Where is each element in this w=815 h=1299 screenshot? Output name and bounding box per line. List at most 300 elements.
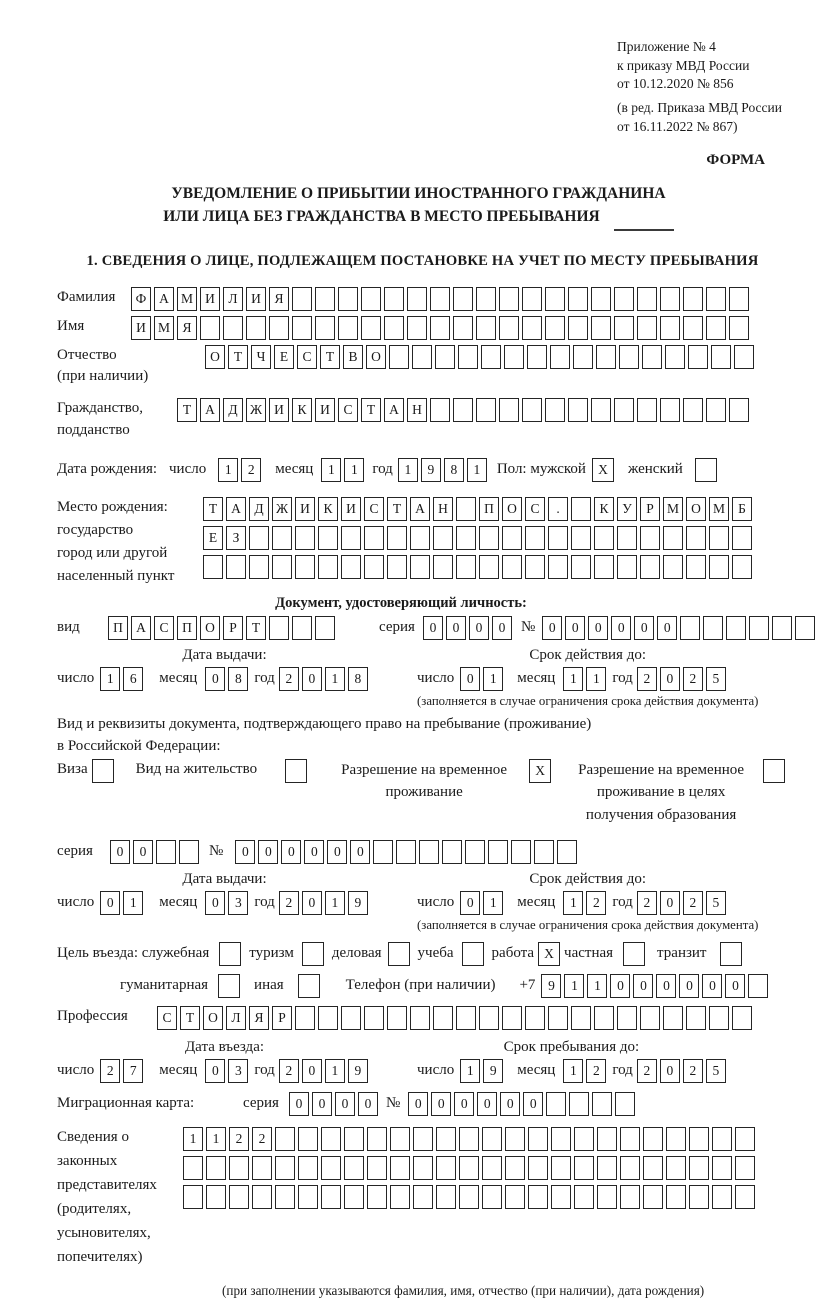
form-cell[interactable] <box>712 1185 732 1209</box>
form-cell[interactable]: 5 <box>706 1059 726 1083</box>
form-cell[interactable] <box>410 555 430 579</box>
form-cell[interactable] <box>482 1156 502 1180</box>
form-cell[interactable] <box>546 1092 566 1116</box>
form-cell[interactable] <box>249 526 269 550</box>
form-cell[interactable] <box>686 555 706 579</box>
form-cell[interactable] <box>637 316 657 340</box>
form-cell[interactable]: 2 <box>637 667 657 691</box>
form-cell[interactable] <box>706 398 726 422</box>
form-cell[interactable] <box>488 840 508 864</box>
form-cell[interactable]: 7 <box>123 1059 143 1083</box>
form-cell[interactable]: 1 <box>321 458 341 482</box>
form-cell[interactable] <box>706 316 726 340</box>
form-cell[interactable] <box>643 1156 663 1180</box>
form-cell[interactable]: О <box>686 497 706 521</box>
form-cell[interactable] <box>433 555 453 579</box>
form-cell[interactable]: Т <box>180 1006 200 1030</box>
form-cell[interactable]: 1 <box>586 667 606 691</box>
purpose-transit-checkbox[interactable] <box>720 942 742 966</box>
form-cell[interactable] <box>344 1156 364 1180</box>
form-cell[interactable]: С <box>154 616 174 640</box>
form-cell[interactable] <box>551 1156 571 1180</box>
form-cell[interactable] <box>436 1156 456 1180</box>
form-cell[interactable]: 0 <box>205 891 225 915</box>
form-cell[interactable] <box>389 345 409 369</box>
form-cell[interactable] <box>502 555 522 579</box>
form-cell[interactable]: К <box>318 497 338 521</box>
form-cell[interactable] <box>433 526 453 550</box>
sex-male-checkbox[interactable]: X <box>592 458 614 482</box>
form-cell[interactable]: П <box>177 616 197 640</box>
form-cell[interactable] <box>660 398 680 422</box>
form-cell[interactable] <box>620 1185 640 1209</box>
form-cell[interactable]: Р <box>640 497 660 521</box>
form-cell[interactable] <box>689 1185 709 1209</box>
form-cell[interactable] <box>729 316 749 340</box>
form-cell[interactable] <box>573 345 593 369</box>
form-cell[interactable] <box>433 1006 453 1030</box>
form-cell[interactable] <box>550 345 570 369</box>
form-cell[interactable] <box>229 1185 249 1209</box>
form-cell[interactable] <box>594 555 614 579</box>
form-cell[interactable] <box>712 1156 732 1180</box>
form-cell[interactable]: 0 <box>335 1092 355 1116</box>
form-cell[interactable] <box>481 345 501 369</box>
form-cell[interactable] <box>666 1185 686 1209</box>
form-cell[interactable] <box>476 287 496 311</box>
form-cell[interactable] <box>413 1127 433 1151</box>
form-cell[interactable] <box>364 555 384 579</box>
form-cell[interactable] <box>680 616 700 640</box>
purpose-private-checkbox[interactable] <box>623 942 645 966</box>
form-cell[interactable]: 1 <box>325 667 345 691</box>
form-cell[interactable] <box>686 526 706 550</box>
form-cell[interactable]: 0 <box>477 1092 497 1116</box>
form-cell[interactable] <box>597 1127 617 1151</box>
form-cell[interactable] <box>534 840 554 864</box>
form-cell[interactable] <box>663 555 683 579</box>
form-cell[interactable]: 1 <box>218 458 238 482</box>
form-cell[interactable] <box>591 316 611 340</box>
form-cell[interactable]: 1 <box>123 891 143 915</box>
form-cell[interactable] <box>732 526 752 550</box>
form-cell[interactable] <box>568 398 588 422</box>
form-cell[interactable] <box>318 526 338 550</box>
form-cell[interactable]: О <box>203 1006 223 1030</box>
form-cell[interactable]: 2 <box>229 1127 249 1151</box>
form-cell[interactable]: 2 <box>637 1059 657 1083</box>
purpose-work-checkbox[interactable]: X <box>538 942 560 966</box>
form-cell[interactable] <box>298 1156 318 1180</box>
form-cell[interactable] <box>734 345 754 369</box>
form-cell[interactable] <box>430 287 450 311</box>
form-cell[interactable]: 0 <box>205 667 225 691</box>
form-cell[interactable] <box>453 398 473 422</box>
form-cell[interactable] <box>643 1127 663 1151</box>
form-cell[interactable] <box>459 1156 479 1180</box>
form-cell[interactable]: О <box>502 497 522 521</box>
form-cell[interactable] <box>344 1185 364 1209</box>
form-cell[interactable] <box>315 616 335 640</box>
form-cell[interactable] <box>614 287 634 311</box>
form-cell[interactable] <box>735 1185 755 1209</box>
form-cell[interactable]: 0 <box>446 616 466 640</box>
form-cell[interactable] <box>458 345 478 369</box>
sex-female-checkbox[interactable] <box>695 458 717 482</box>
form-cell[interactable]: 0 <box>634 616 654 640</box>
form-cell[interactable] <box>479 1006 499 1030</box>
form-cell[interactable] <box>614 398 634 422</box>
form-cell[interactable] <box>156 840 176 864</box>
form-cell[interactable] <box>706 287 726 311</box>
form-cell[interactable]: 2 <box>279 891 299 915</box>
form-cell[interactable] <box>338 316 358 340</box>
form-cell[interactable] <box>640 526 660 550</box>
form-cell[interactable] <box>390 1185 410 1209</box>
form-cell[interactable] <box>499 287 519 311</box>
form-cell[interactable] <box>640 1006 660 1030</box>
form-cell[interactable]: 0 <box>304 840 324 864</box>
form-cell[interactable] <box>617 555 637 579</box>
form-cell[interactable]: Я <box>269 287 289 311</box>
form-cell[interactable] <box>574 1185 594 1209</box>
form-cell[interactable] <box>748 974 768 998</box>
form-cell[interactable] <box>226 555 246 579</box>
form-cell[interactable]: Б <box>732 497 752 521</box>
form-cell[interactable] <box>594 1006 614 1030</box>
form-cell[interactable]: Я <box>249 1006 269 1030</box>
form-cell[interactable] <box>571 1006 591 1030</box>
form-cell[interactable] <box>298 1127 318 1151</box>
form-cell[interactable] <box>527 345 547 369</box>
form-cell[interactable]: П <box>479 497 499 521</box>
form-cell[interactable] <box>709 526 729 550</box>
form-cell[interactable] <box>295 526 315 550</box>
form-cell[interactable]: 2 <box>683 891 703 915</box>
form-cell[interactable]: И <box>315 398 335 422</box>
form-cell[interactable]: М <box>663 497 683 521</box>
form-cell[interactable] <box>292 287 312 311</box>
form-cell[interactable]: . <box>548 497 568 521</box>
form-cell[interactable] <box>709 555 729 579</box>
form-cell[interactable]: 0 <box>660 1059 680 1083</box>
form-cell[interactable]: 3 <box>228 1059 248 1083</box>
form-cell[interactable] <box>272 526 292 550</box>
form-cell[interactable]: 1 <box>563 667 583 691</box>
form-cell[interactable] <box>548 526 568 550</box>
form-cell[interactable]: О <box>200 616 220 640</box>
form-cell[interactable] <box>735 1156 755 1180</box>
form-cell[interactable]: 0 <box>454 1092 474 1116</box>
form-cell[interactable] <box>341 555 361 579</box>
form-cell[interactable] <box>183 1156 203 1180</box>
form-cell[interactable] <box>479 526 499 550</box>
form-cell[interactable]: 0 <box>588 616 608 640</box>
form-cell[interactable] <box>574 1127 594 1151</box>
form-cell[interactable] <box>318 555 338 579</box>
form-cell[interactable] <box>528 1156 548 1180</box>
form-cell[interactable] <box>663 526 683 550</box>
form-cell[interactable]: 2 <box>241 458 261 482</box>
form-cell[interactable]: Т <box>177 398 197 422</box>
form-cell[interactable] <box>396 840 416 864</box>
form-cell[interactable]: 0 <box>408 1092 428 1116</box>
form-cell[interactable]: 2 <box>100 1059 120 1083</box>
form-cell[interactable] <box>200 316 220 340</box>
form-cell[interactable] <box>732 1006 752 1030</box>
form-cell[interactable] <box>666 1127 686 1151</box>
form-cell[interactable]: 1 <box>460 1059 480 1083</box>
form-cell[interactable] <box>275 1185 295 1209</box>
form-cell[interactable] <box>545 398 565 422</box>
form-cell[interactable] <box>688 345 708 369</box>
form-cell[interactable] <box>269 616 289 640</box>
form-cell[interactable] <box>246 316 266 340</box>
form-cell[interactable]: 9 <box>541 974 561 998</box>
form-cell[interactable] <box>712 1127 732 1151</box>
form-cell[interactable] <box>321 1185 341 1209</box>
form-cell[interactable] <box>548 555 568 579</box>
form-cell[interactable]: Л <box>223 287 243 311</box>
form-cell[interactable]: 0 <box>469 616 489 640</box>
form-cell[interactable]: 3 <box>228 891 248 915</box>
form-cell[interactable] <box>387 1006 407 1030</box>
form-cell[interactable] <box>591 398 611 422</box>
form-cell[interactable]: К <box>292 398 312 422</box>
form-cell[interactable]: 0 <box>656 974 676 998</box>
form-cell[interactable] <box>619 345 639 369</box>
form-cell[interactable]: Д <box>249 497 269 521</box>
form-cell[interactable]: М <box>154 316 174 340</box>
form-cell[interactable]: 0 <box>679 974 699 998</box>
form-cell[interactable]: 0 <box>302 1059 322 1083</box>
form-cell[interactable]: 1 <box>587 974 607 998</box>
form-cell[interactable] <box>749 616 769 640</box>
form-cell[interactable]: И <box>269 398 289 422</box>
form-cell[interactable]: Ф <box>131 287 151 311</box>
form-cell[interactable] <box>660 287 680 311</box>
form-cell[interactable] <box>729 287 749 311</box>
form-cell[interactable] <box>522 316 542 340</box>
form-cell[interactable]: 0 <box>289 1092 309 1116</box>
form-cell[interactable] <box>729 398 749 422</box>
form-cell[interactable] <box>459 1127 479 1151</box>
form-cell[interactable] <box>453 287 473 311</box>
form-cell[interactable]: 1 <box>483 667 503 691</box>
form-cell[interactable] <box>203 555 223 579</box>
form-cell[interactable] <box>574 1156 594 1180</box>
form-cell[interactable]: 0 <box>500 1092 520 1116</box>
form-cell[interactable] <box>482 1185 502 1209</box>
form-cell[interactable] <box>592 1092 612 1116</box>
form-cell[interactable]: О <box>366 345 386 369</box>
purpose-business-checkbox[interactable] <box>388 942 410 966</box>
form-cell[interactable]: Н <box>433 497 453 521</box>
form-cell[interactable]: Л <box>226 1006 246 1030</box>
form-cell[interactable]: 0 <box>610 974 630 998</box>
form-cell[interactable]: 9 <box>483 1059 503 1083</box>
form-cell[interactable]: С <box>297 345 317 369</box>
form-cell[interactable]: У <box>617 497 637 521</box>
form-cell[interactable] <box>430 316 450 340</box>
form-cell[interactable]: А <box>226 497 246 521</box>
form-cell[interactable]: М <box>177 287 197 311</box>
form-cell[interactable]: Т <box>203 497 223 521</box>
form-cell[interactable]: 0 <box>235 840 255 864</box>
temp-residence-edu-checkbox[interactable] <box>763 759 785 783</box>
form-cell[interactable] <box>525 1006 545 1030</box>
form-cell[interactable]: 0 <box>423 616 443 640</box>
form-cell[interactable] <box>597 1185 617 1209</box>
form-cell[interactable]: 0 <box>110 840 130 864</box>
form-cell[interactable]: 0 <box>312 1092 332 1116</box>
temp-residence-checkbox[interactable]: X <box>529 759 551 783</box>
form-cell[interactable]: 0 <box>660 891 680 915</box>
form-cell[interactable] <box>295 1006 315 1030</box>
form-cell[interactable]: Р <box>272 1006 292 1030</box>
form-cell[interactable]: 1 <box>206 1127 226 1151</box>
form-cell[interactable]: Ч <box>251 345 271 369</box>
form-cell[interactable] <box>660 316 680 340</box>
form-cell[interactable] <box>436 1127 456 1151</box>
residence-permit-checkbox[interactable] <box>285 759 307 783</box>
form-cell[interactable] <box>683 316 703 340</box>
form-cell[interactable]: 0 <box>302 891 322 915</box>
form-cell[interactable] <box>206 1156 226 1180</box>
form-cell[interactable] <box>387 526 407 550</box>
form-cell[interactable]: 0 <box>460 667 480 691</box>
form-cell[interactable] <box>568 316 588 340</box>
form-cell[interactable]: С <box>157 1006 177 1030</box>
form-cell[interactable]: Я <box>177 316 197 340</box>
form-cell[interactable]: Ж <box>272 497 292 521</box>
form-cell[interactable]: 1 <box>563 891 583 915</box>
form-cell[interactable] <box>419 840 439 864</box>
form-cell[interactable] <box>703 616 723 640</box>
form-cell[interactable] <box>568 287 588 311</box>
form-cell[interactable]: И <box>295 497 315 521</box>
form-cell[interactable] <box>292 316 312 340</box>
form-cell[interactable]: 0 <box>633 974 653 998</box>
form-cell[interactable] <box>617 1006 637 1030</box>
form-cell[interactable]: 5 <box>706 891 726 915</box>
form-cell[interactable] <box>637 287 657 311</box>
form-cell[interactable]: Е <box>203 526 223 550</box>
form-cell[interactable]: А <box>154 287 174 311</box>
form-cell[interactable]: 2 <box>586 1059 606 1083</box>
form-cell[interactable] <box>321 1156 341 1180</box>
form-cell[interactable] <box>407 316 427 340</box>
form-cell[interactable]: 2 <box>637 891 657 915</box>
form-cell[interactable]: 1 <box>344 458 364 482</box>
form-cell[interactable]: И <box>246 287 266 311</box>
form-cell[interactable] <box>315 316 335 340</box>
form-cell[interactable]: 0 <box>725 974 745 998</box>
form-cell[interactable] <box>223 316 243 340</box>
form-cell[interactable]: 1 <box>564 974 584 998</box>
form-cell[interactable]: 0 <box>542 616 562 640</box>
form-cell[interactable] <box>505 1127 525 1151</box>
form-cell[interactable]: 9 <box>348 1059 368 1083</box>
form-cell[interactable] <box>252 1185 272 1209</box>
form-cell[interactable] <box>206 1185 226 1209</box>
form-cell[interactable]: 0 <box>350 840 370 864</box>
form-cell[interactable]: С <box>525 497 545 521</box>
form-cell[interactable]: 2 <box>252 1127 272 1151</box>
form-cell[interactable]: 1 <box>483 891 503 915</box>
form-cell[interactable]: 2 <box>586 891 606 915</box>
form-cell[interactable]: 9 <box>348 891 368 915</box>
form-cell[interactable] <box>557 840 577 864</box>
form-cell[interactable]: О <box>205 345 225 369</box>
form-cell[interactable] <box>482 1127 502 1151</box>
form-cell[interactable] <box>269 316 289 340</box>
form-cell[interactable]: 1 <box>398 458 418 482</box>
form-cell[interactable] <box>367 1185 387 1209</box>
form-cell[interactable]: А <box>200 398 220 422</box>
form-cell[interactable] <box>643 1185 663 1209</box>
purpose-humanitarian-checkbox[interactable] <box>218 974 240 998</box>
form-cell[interactable] <box>528 1185 548 1209</box>
form-cell[interactable]: 1 <box>183 1127 203 1151</box>
form-cell[interactable]: 0 <box>657 616 677 640</box>
form-cell[interactable] <box>344 1127 364 1151</box>
form-cell[interactable]: С <box>364 497 384 521</box>
form-cell[interactable] <box>545 287 565 311</box>
form-cell[interactable] <box>229 1156 249 1180</box>
form-cell[interactable]: 1 <box>325 891 345 915</box>
form-cell[interactable] <box>640 555 660 579</box>
form-cell[interactable]: С <box>338 398 358 422</box>
form-cell[interactable] <box>711 345 731 369</box>
form-cell[interactable] <box>620 1156 640 1180</box>
form-cell[interactable]: Н <box>407 398 427 422</box>
form-cell[interactable]: Т <box>387 497 407 521</box>
form-cell[interactable]: И <box>131 316 151 340</box>
form-cell[interactable] <box>410 1006 430 1030</box>
form-cell[interactable] <box>413 1185 433 1209</box>
form-cell[interactable] <box>502 526 522 550</box>
form-cell[interactable]: 0 <box>133 840 153 864</box>
form-cell[interactable] <box>430 398 450 422</box>
form-cell[interactable]: 0 <box>258 840 278 864</box>
form-cell[interactable] <box>390 1127 410 1151</box>
form-cell[interactable] <box>436 1185 456 1209</box>
form-cell[interactable] <box>295 555 315 579</box>
form-cell[interactable] <box>594 526 614 550</box>
form-cell[interactable]: 0 <box>660 667 680 691</box>
form-cell[interactable] <box>341 526 361 550</box>
form-cell[interactable] <box>407 287 427 311</box>
form-cell[interactable] <box>642 345 662 369</box>
form-cell[interactable]: 0 <box>492 616 512 640</box>
form-cell[interactable] <box>321 1127 341 1151</box>
form-cell[interactable]: 0 <box>523 1092 543 1116</box>
form-cell[interactable]: Т <box>361 398 381 422</box>
form-cell[interactable] <box>367 1156 387 1180</box>
form-cell[interactable]: 0 <box>100 891 120 915</box>
form-cell[interactable] <box>384 287 404 311</box>
form-cell[interactable]: 1 <box>563 1059 583 1083</box>
form-cell[interactable] <box>476 398 496 422</box>
form-cell[interactable] <box>637 398 657 422</box>
form-cell[interactable]: 2 <box>683 1059 703 1083</box>
form-cell[interactable]: 0 <box>702 974 722 998</box>
form-cell[interactable]: Т <box>320 345 340 369</box>
form-cell[interactable]: 0 <box>431 1092 451 1116</box>
form-cell[interactable]: 8 <box>444 458 464 482</box>
form-cell[interactable] <box>686 1006 706 1030</box>
